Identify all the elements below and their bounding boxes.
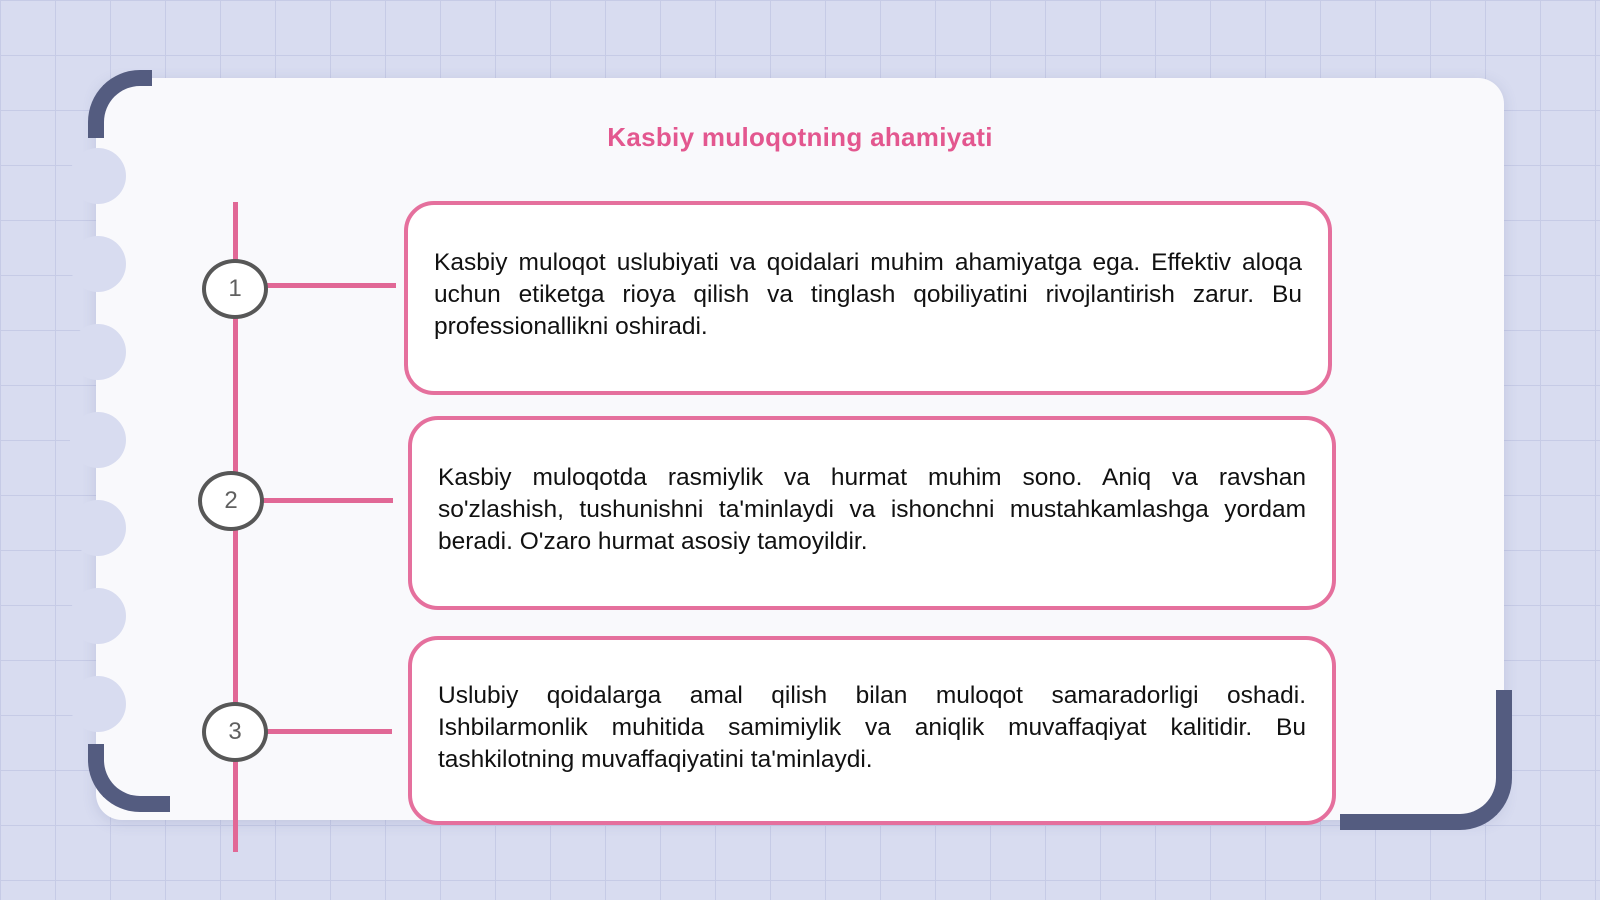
paper-scallop bbox=[70, 236, 126, 292]
step-card bbox=[408, 416, 1336, 610]
timeline-connector bbox=[263, 498, 393, 503]
step-description: Uslubiy qoidalarga amal qilish bilan muloqot samaradorligi oshadi. Ishbilarmonlik muhitida samimiylik va aniqlik muvaffaqiyat kalitidir. Bu tashkilotning muvaffaqiyatini ta'minlaydi. bbox=[438, 681, 1306, 773]
frame-corner-top-left bbox=[88, 70, 152, 138]
paper-scallop bbox=[70, 324, 126, 380]
step-card bbox=[404, 201, 1332, 395]
step-description: Kasbiy muloqot uslubiyati va qoidalari muhim ahamiyatga ega. Effektiv aloqa uchun etiketga rioya qilish va tinglash qobiliyatini rivojlantirish zarur. Bu professionallikni oshiradi. bbox=[434, 249, 1302, 340]
paper-scallop bbox=[70, 412, 126, 468]
timeline-connector bbox=[266, 729, 392, 734]
frame-corner-bottom-right bbox=[1340, 690, 1512, 830]
paper-scallop bbox=[70, 500, 126, 556]
step-description: Kasbiy muloqotda rasmiylik va hurmat muhim sono. Aniq va ravshan so'zlashish, tushunishni ta'minlaydi va ishonchni mustahkamlashga yordam beradi. O'zaro hurmat asosiy tamoyildir. bbox=[438, 464, 1306, 555]
step-number-badge: 2 bbox=[198, 471, 264, 531]
paper-scallop bbox=[70, 588, 126, 644]
paper-scallop bbox=[70, 148, 126, 204]
step-card bbox=[408, 636, 1336, 825]
paper-scallop bbox=[70, 676, 126, 732]
slide-title: Kasbiy muloqotning ahamiyati bbox=[607, 122, 993, 152]
timeline-connector bbox=[266, 283, 396, 288]
step-number-badge: 3 bbox=[202, 702, 268, 762]
step-number-badge: 1 bbox=[202, 259, 268, 319]
